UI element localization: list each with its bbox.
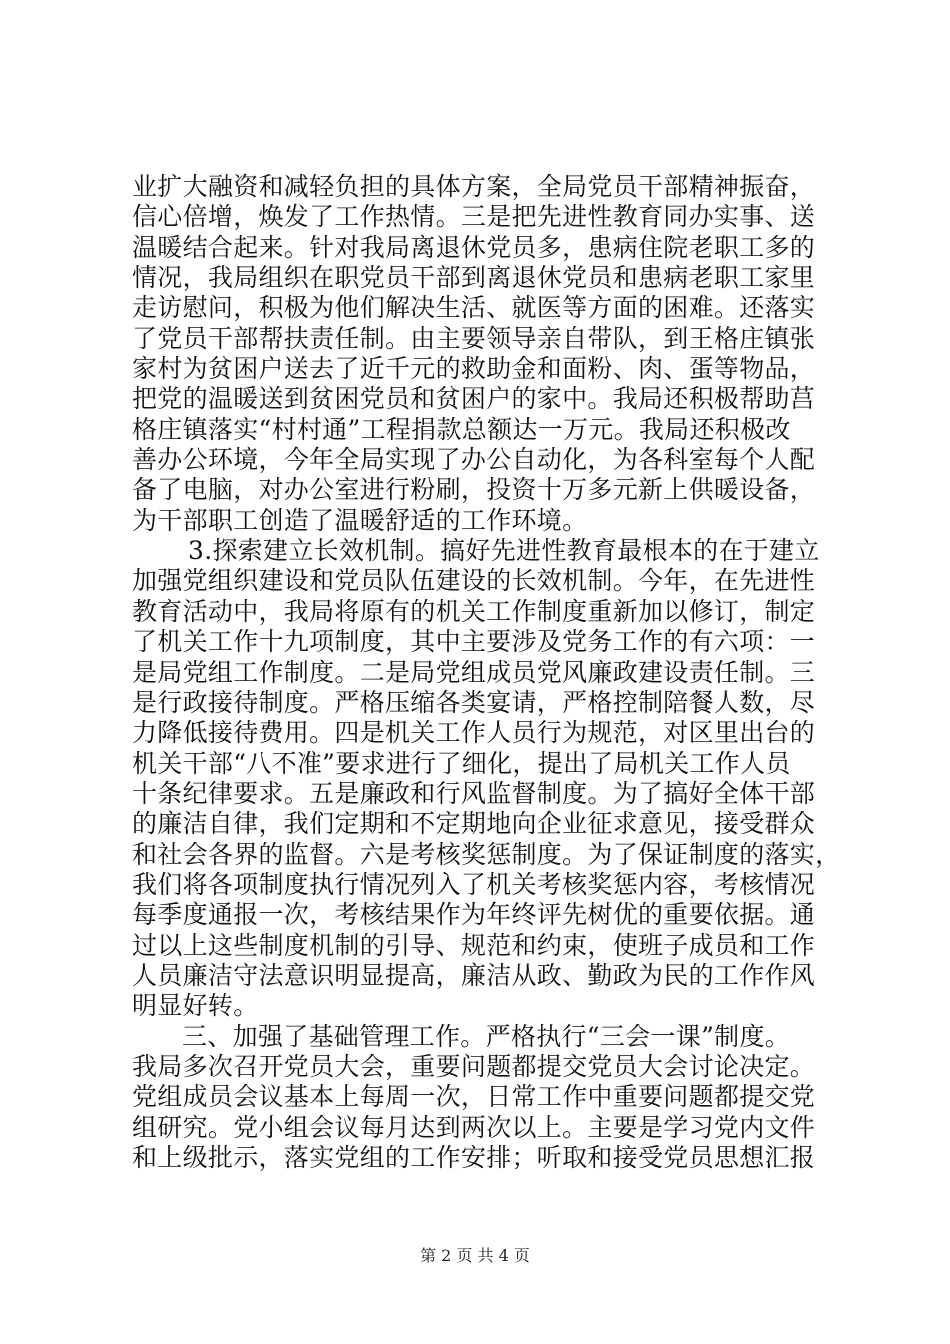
paragraph-start-line: 3.探索建立长效机制。搞好先进性教育最根本的在于建立 [188,536,820,566]
text-line: 我局多次召开党员大会，重要问题都提交党员大会讨论决定。 [132,1051,816,1081]
text-line: 组研究。党小组会议每月达到两次以上。主要是学习党内文件 [132,1112,816,1142]
text-line: 业扩大融资和减轻负担的具体方案，全局党员干部精神振奋， [132,172,816,201]
text-line: 为干部职工创造了温暖舒适的工作环境。 [132,505,588,535]
text-line: 加强党组织建设和党员队伍建设的长效机制。今年，在先进性 [132,566,816,596]
text-line: 的廉洁自律，我们定期和不定期地向企业征求意见，接受群众 [132,809,816,839]
text-line: 十条纪律要求。五是廉政和行风监督制度。为了搞好全体干部 [132,778,816,808]
text-line: 人员廉洁守法意识明显提高，廉洁从政、勤政为民的工作作风 [132,960,816,990]
text-line: 机关干部“八不准”要求进行了细化，提出了局机关工作人员 [132,748,791,778]
text-line: 把党的温暖送到贫困党员和贫困户的家中。我局还积极帮助莒 [132,384,816,414]
text-line: 了党员干部帮扶责任制。由主要领导亲自带队，到王格庄镇张 [132,323,816,353]
text-line: 备了电脑，对办公室进行粉刷，投资十万多元新上供暖设备， [132,475,816,505]
text-line: 和上级批示，落实党组的工作安排；听取和接受党员思想汇报 [132,1143,816,1172]
text-line: 过以上这些制度机制的引导、规范和约束，使班子成员和工作 [132,930,816,960]
text-line: 信心倍增，焕发了工作热情。三是把先进性教育同办实事、送 [132,202,816,232]
text-line: 善办公环境，今年全局实现了办公自动化，为各科室每个人配 [132,445,816,475]
text-line: 走访慰问，积极为他们解决生活、就医等方面的困难。还落实 [132,293,816,323]
text-line: 我们将各项制度执行情况列入了机关考核奖惩内容，考核情况 [132,869,816,899]
text-line: 力降低接待费用。四是机关工作人员行为规范，对区里出台的 [132,718,816,748]
text-line: 是局党组工作制度。二是局党组成员党风廉政建设责任制。三 [132,657,816,687]
text-line: 格庄镇落实“村村通”工程捐款总额达一万元。我局还积极改 [132,414,791,444]
text-line: 情况，我局组织在职党员干部到离退休党员和患病老职工家里 [132,263,816,293]
text-line: 明显好转。 [132,991,259,1021]
document-body [132,172,841,1173]
text-line: 和社会各界的监督。六是考核奖惩制度。为了保证制度的落实， [132,839,841,869]
text-line: 家村为贫困户送去了近千元的救助金和面粉、肉、蛋等物品， [132,354,816,384]
text-line: 党组成员会议基本上每周一次，日常工作中重要问题都提交党 [132,1082,816,1112]
text-line: 了机关工作十九项制度，其中主要涉及党务工作的有六项：一 [132,627,816,657]
page-number-label: 第 2 页 共 4 页 [420,1246,530,1265]
text-line: 温暖结合起来。针对我局离退休党员多，患病住院老职工多的 [132,232,816,262]
text-line: 教育活动中，我局将原有的机关工作制度重新加以修订，制定 [132,596,816,626]
text-line: 每季度通报一次，考核结果作为年终评先树优的重要依据。通 [132,900,816,930]
paragraph-start-line: 三、加强了基础管理工作。严格执行“三会一课”制度。 [182,1021,791,1051]
text-line: 是行政接待制度。严格压缩各类宴请，严格控制陪餐人数，尽 [132,687,816,717]
page-footer [0,1246,950,1266]
